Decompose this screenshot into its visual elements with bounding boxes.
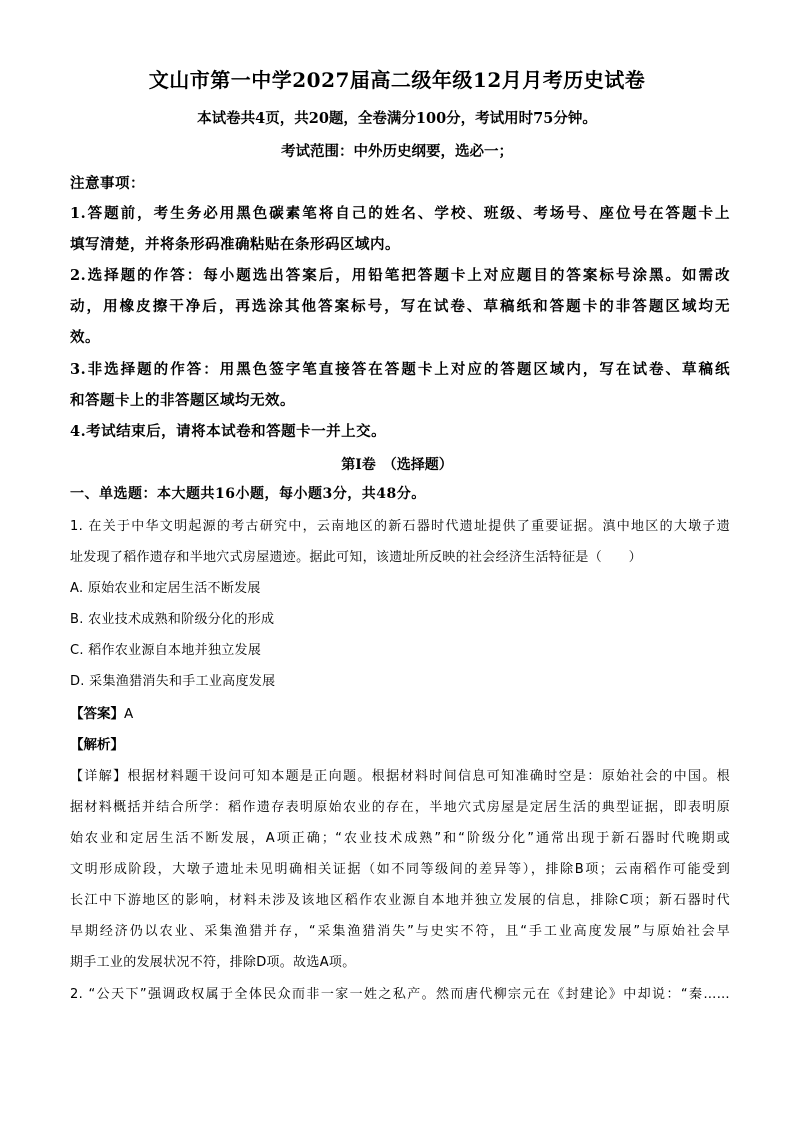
detail-line: 据材料概括并结合所学：稻作遗存表明原始农业的存在，半地穴式房屋是定居生活的典型证据，即表明原 [70,800,730,815]
detail-line: 早期经济仍以农业、采集渔猎并存，“采集渔猎消失”与史实不符，且“手工业高度发展”与原始社会早 [70,924,730,939]
exam-scope: 考试范围：中外历史纲要，选必一； [281,143,513,160]
notice-line: 1.答题前，考生务必用黑色碳素笔将自己的姓名、学校、班级、考场号、座位号在答题卡上 [70,205,730,222]
answer-value: A [124,706,134,722]
answer-line [70,702,133,722]
option-b: B. 农业技术成熟和阶级分化的形成 [70,612,275,627]
answer-label: 【答案】 [70,706,124,722]
section-heading: 一、单选题：本大题共16小题，每小题3分，共48分。 [70,486,426,502]
option-a: A. 原始农业和定居生活不断发展 [70,581,261,596]
notice-line: 效。 [70,329,100,346]
analysis-label: 【解析】 [70,737,124,753]
option-c: C. 稻作农业源自本地并独立发展 [70,643,262,658]
part-heading: 第Ⅰ卷 （选择题） [341,457,453,473]
notice-line: 和答题卡上的非答题区域均无效。 [70,392,295,409]
exam-title: 文山市第一中学2027届高二级年级12月月考历史试卷 [148,68,646,92]
option-d: D. 采集渔猎消失和手工业高度发展 [70,674,276,689]
detail-line: 期手工业的发展状况不符，排除D项。故选A项。 [70,955,356,970]
question-stem: 址发现了稻作遗存和半地穴式房屋遗迹。据此可知，该遗址所反映的社会经济生活特征是（ ） [70,550,642,565]
notice-line: 3.非选择题的作答：用黑色签字笔直接答在答题卡上对应的答题区域内，写在试卷、草稿纸 [70,361,730,378]
detail-line: 【详解】根据材料题干设问可知本题是正向题。根据材料时间信息可知准确时空是：原始社会的中国。根 [70,769,730,784]
notice-line: 动，用橡皮擦干净后，再选涂其他答案标号，写在试卷、草稿纸和答题卡的非答题区域均无 [70,298,730,315]
notice-line: 4.考试结束后，请将本试卷和答题卡一并上交。 [70,423,387,440]
question-stem: 1. 在关于中华文明起源的考古研究中，云南地区的新石器时代遗址提供了重要证据。滇中地区的大墩子遗 [70,519,730,534]
exam-info: 本试卷共4页，共20题，全卷满分100分，考试用时75分钟。 [197,110,597,127]
detail-line: 文明形成阶段，大墩子遗址未见明确相关证据（如不同等级间的差异等），排除B项；云南稻作可能受到 [70,862,730,877]
notice-heading: 注意事项： [70,175,145,192]
notice-line: 2.选择题的作答：每小题选出答案后，用铅笔把答题卡上对应题目的答案标号涂黑。如需改 [70,267,730,284]
question-stem: 2. “公天下”强调政权属于全体民众而非一家一姓之私产。然而唐代柳宗元在《封建论》中却说：“秦…… [70,987,730,1002]
analysis-line [70,733,124,753]
detail-line: 长江中下游地区的影响，材料未涉及该地区稻作农业源自本地并独立发展的信息，排除C项；新石器时代 [70,893,730,908]
notice-line: 填写清楚，并将条形码准确粘贴在条形码区域内。 [70,236,400,253]
detail-line: 始农业和定居生活不断发展，A项正确；“农业技术成熟”和“阶级分化”通常出现于新石器时代晚期或 [70,831,730,846]
